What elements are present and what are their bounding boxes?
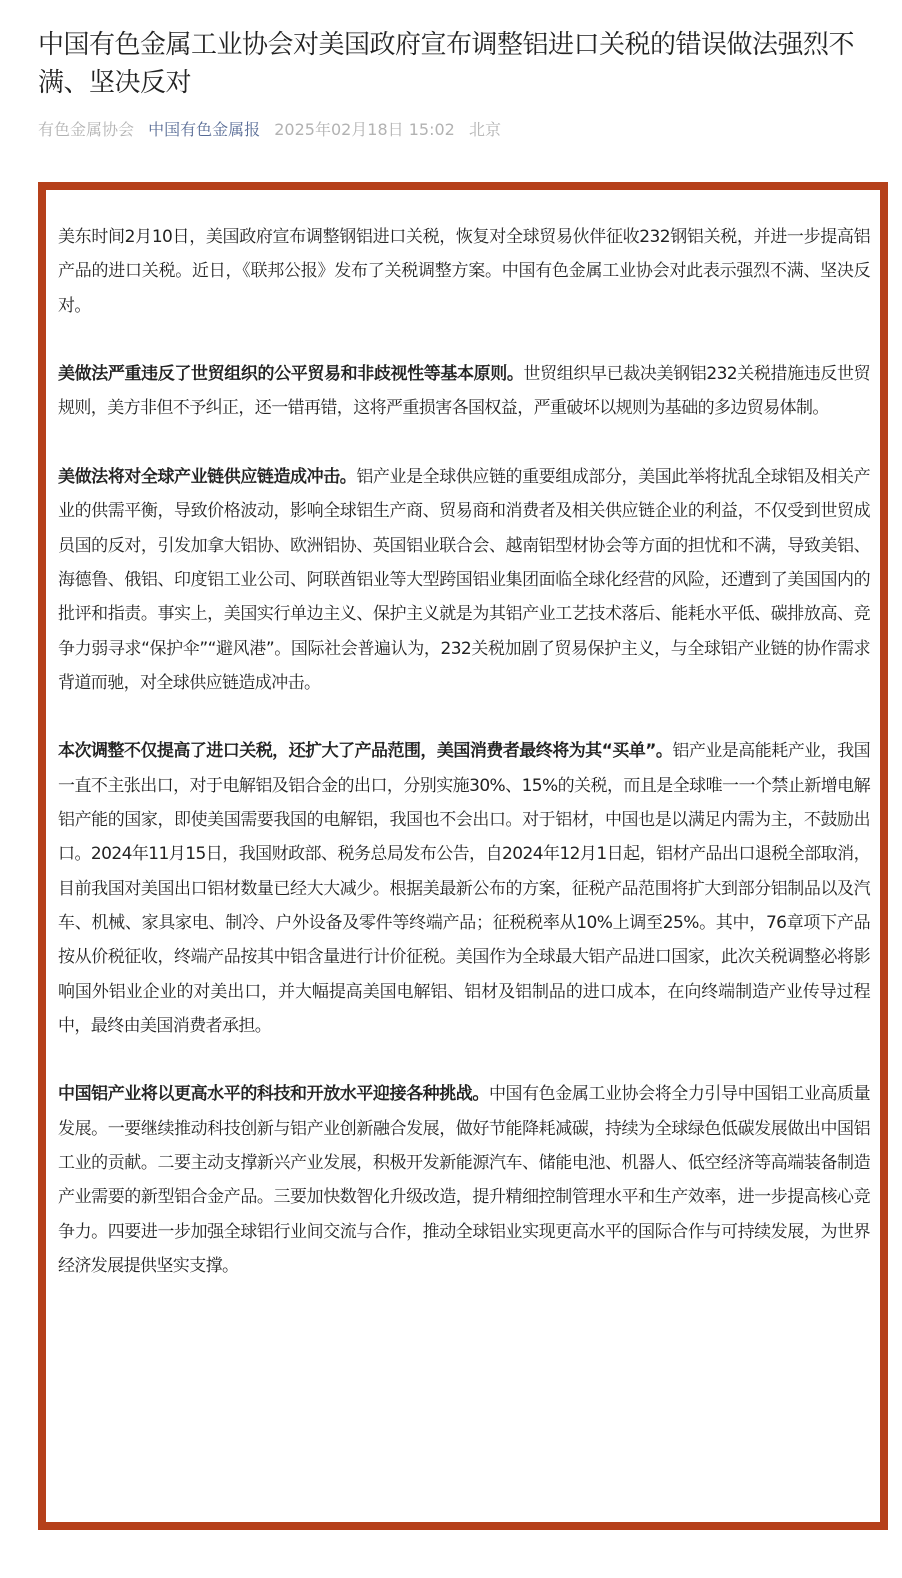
article-meta — [38, 118, 510, 142]
paragraph-lead: 美做法将对全球产业链供应链造成冲击。 — [58, 467, 357, 488]
paragraph — [58, 220, 870, 323]
article-title: 中国有色金属工业协会对美国政府宣布调整铝进口关税的错误做法强烈不满、坚决反对 — [38, 30, 855, 98]
paragraph — [58, 357, 870, 426]
article-body-frame — [38, 182, 888, 1530]
paragraph-lead: 中国铝产业将以更高水平的科技和开放水平迎接各种挑战。 — [58, 1084, 489, 1105]
paragraph-text: 铝产业是高能耗产业，我国一直不主张出口，对于电解铝及铝合金的出口，分别实施30%、15%的关税，而且是全球唯一一个禁止新增电解铝产能的国家，即使美国需要我国的电解铝，我国也不会出口。对于铝材，中国也是以满足内需为主，不鼓励出口。2024年11月15日，我国财政部、税务总局发布公告，自2024年12月1日起，铝材产品出口退税全部取消，目前我国对美国出口铝材数量已经大大减少。根据美最新公布的方案，征税产品范围将扩大到部分铝制品以及汽车、机械、家具家电、制冷、户外设备及零件等终端产品；征税税率从10%上调至25%。其中，76章项下产品按从价税征收，终端产品按其中铝含量进行计价征税。美国作为全球最大铝产品进口国家，此次关税调整必将影响国外铝业企业的对美出口，并大幅提高美国电解铝、铝材及铝制品的进口成本，在向终端制造产业传导过程中，最终由美国消费者承担。 — [58, 741, 870, 1036]
account-name-link[interactable]: 中国有色金属报 — [148, 120, 261, 139]
author: 有色金属协会 — [38, 120, 135, 139]
article-content — [58, 220, 870, 1318]
paragraph — [58, 460, 870, 700]
paragraph — [58, 1077, 870, 1283]
publish-location: 北京 — [468, 120, 501, 139]
paragraph-text: 世贸组织早已裁决美钢铝232关税措施违反世贸规则，美方非但不予纠正，还一错再错，这将严重损害各国权益，严重破坏以规则为基础的多边贸易体制。 — [58, 364, 870, 419]
paragraph — [58, 734, 870, 1043]
paragraph-text: 美东时间2月10日，美国政府宣布调整钢铝进口关税，恢复对全球贸易伙伴征收232钢铝关税，并进一步提高铝产品的进口关税。近日，《联邦公报》发布了关税调整方案。中国有色金属工业协会对此表示强烈不满、坚决反对。 — [58, 227, 870, 316]
paragraph-text: 铝产业是全球供应链的重要组成部分，美国此举将扰乱全球铝及相关产业的供需平衡，导致价格波动，影响全球铝生产商、贸易商和消费者及相关供应链企业的利益，不仅受到世贸成员国的反对，引发加拿大铝协、欧洲铝协、英国铝业联合会、越南铝型材协会等方面的担忧和不满，导致美铝、海德鲁、俄铝、印度铝工业公司、阿联酋铝业等大型跨国铝业集团面临全球化经营的风险，还遭到了美国国内的批评和指责。事实上，美国实行单边主义、保护主义就是为其铝产业工艺技术落后、能耗水平低、碳排放高、竞争力弱寻求“保护伞”“避风港”。国际社会普遍认为，232关税加剧了贸易保护主义，与全球铝产业链的协作需求背道而驰，对全球供应链造成冲击。 — [58, 467, 871, 693]
paragraph-lead: 美做法严重违反了世贸组织的公平贸易和非歧视性等基本原则。 — [58, 364, 524, 385]
paragraph-text: 中国有色金属工业协会将全力引导中国铝工业高质量发展。一要继续推动科技创新与铝产业创新融合发展，做好节能降耗减碳，持续为全球绿色低碳发展做出中国铝工业的贡献。二要主动支撑新兴产业发展，积极开发新能源汽车、储能电池、机器人、低空经济等高端装备制造产业需要的新型铝合金产品。三要加快数智化升级改造，提升精细控制管理水平和生产效率，进一步提高核心竞争力。四要进一步加强全球铝行业间交流与合作，推动全球铝业实现更高水平的国际合作与可持续发展，为世界经济发展提供坚实支撑。 — [58, 1084, 870, 1276]
publish-datetime: 2025年02月18日 15:02 — [274, 120, 455, 139]
paragraph-lead: 本次调整不仅提高了进口关税，还扩大了产品范围，美国消费者最终将为其“买单”。 — [58, 741, 673, 762]
